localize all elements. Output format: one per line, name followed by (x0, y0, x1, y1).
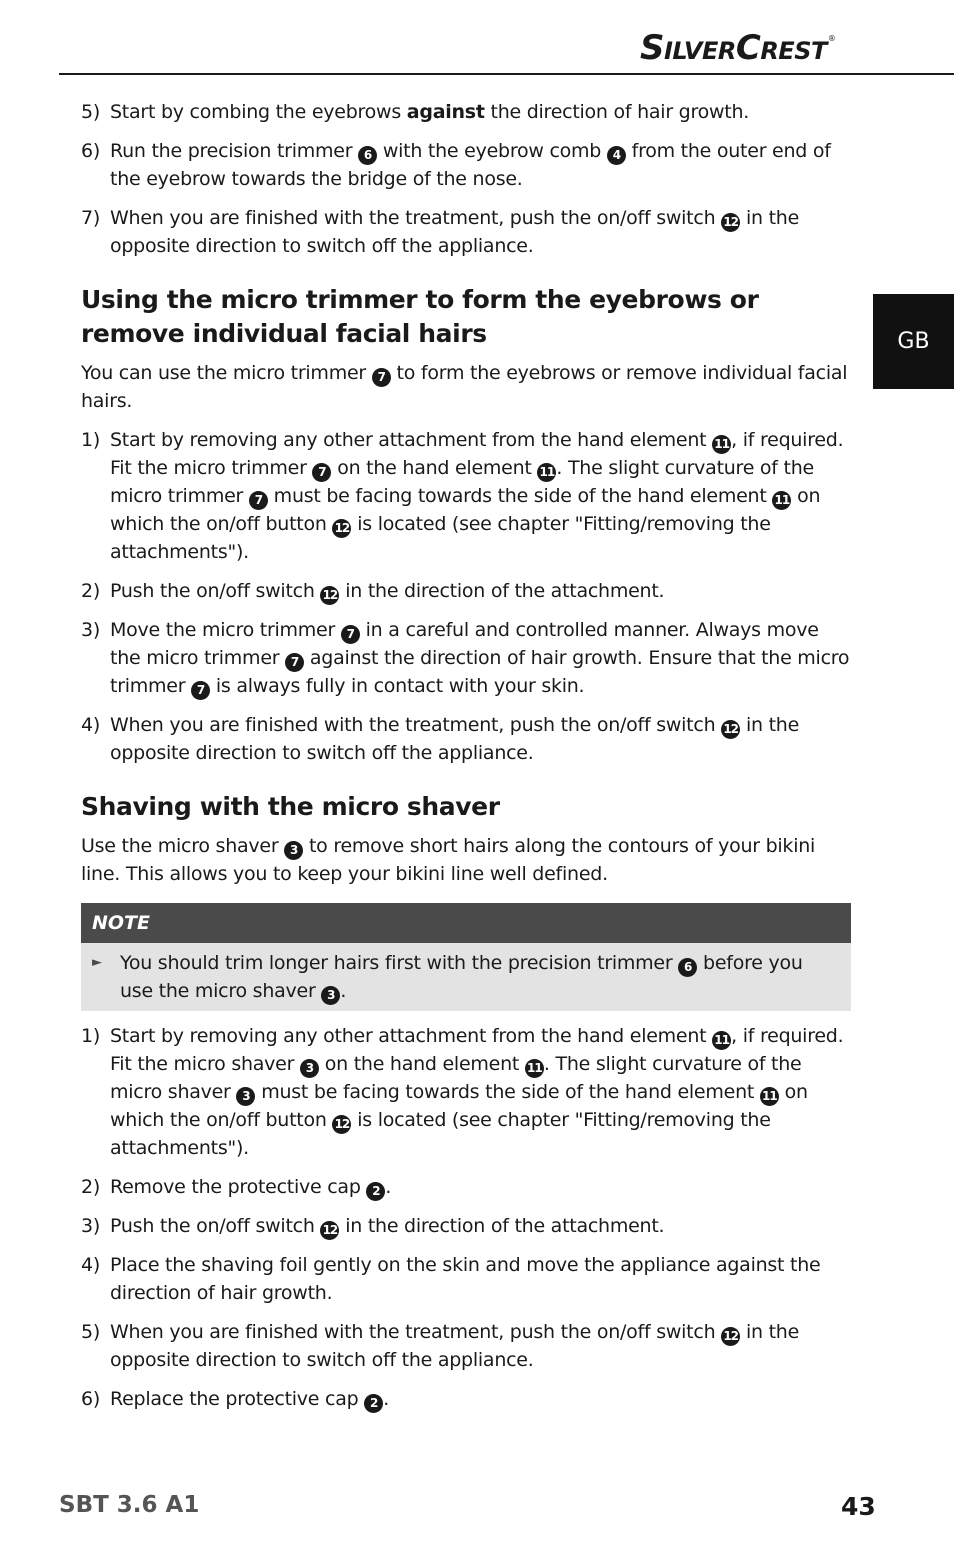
note-heading: NOTE (81, 903, 851, 943)
part-number-marker: 7 (312, 463, 331, 482)
note-box (81, 903, 851, 1011)
bullet-arrow-icon: ► (92, 955, 102, 970)
list-item: 5) When you are finished with the treatment, push the on/off switch 12 in the opposite direction to switch off the appliance. (81, 1321, 800, 1371)
part-number-marker: 11 (760, 1087, 779, 1106)
part-number-marker: 11 (712, 1031, 731, 1050)
part-number-marker: 12 (332, 519, 351, 538)
part-number-marker: 7 (372, 368, 391, 387)
list-item: 6) Run the precision trimmer 6 with the eyebrow comb 4 from the outer end of the eyebrow towards the bridge of the nose. (81, 140, 831, 190)
list-item: 2) Push the on/off switch 12 in the direction of the attachment. (81, 577, 851, 605)
list-item: 4) Place the shaving foil gently on the skin and move the appliance against the direction of hair growth. (81, 1254, 821, 1304)
part-number-marker: 11 (712, 435, 731, 454)
part-number-marker: 11 (772, 491, 791, 510)
part-number-marker: 11 (537, 463, 556, 482)
part-number-marker: 6 (678, 958, 697, 977)
part-number-marker: 12 (721, 720, 740, 739)
header-rule (59, 73, 954, 75)
part-number-marker: 7 (341, 625, 360, 644)
list-item: 4) When you are finished with the treatment, push the on/off switch 12 in the opposite direction to switch off the appliance. (81, 714, 800, 764)
list-item: 2) Remove the protective cap 2 . (81, 1173, 851, 1201)
section-intro: Use the micro shaver 3 to remove short hairs along the contours of your bikini line. This allows you to keep your bikini line well defined. (81, 835, 816, 885)
language-tab-label: GB (897, 329, 930, 354)
section-heading-micro-shaver: Shaving with the micro shaver (81, 792, 500, 821)
part-number-marker: 3 (284, 841, 303, 860)
list-item: 1) Start by removing any other attachment from the hand element 11 , if required. Fit the micro shaver 3 on the hand element 11 . The slight curvature of the micro shaver 3 must be facing towards the side of the hand element 11 on which the on/off button 12 is located (see chapter "Fitting/removing the attachments"). (81, 1025, 844, 1159)
part-number-marker: 2 (366, 1182, 385, 1201)
part-number-marker: 3 (321, 986, 340, 1005)
list-item: 6) Replace the protective cap 2 . (81, 1385, 851, 1413)
part-number-marker: 12 (332, 1115, 351, 1134)
part-number-marker: 6 (358, 146, 377, 165)
list-item: 3) Push the on/off switch 12 in the direction of the attachment. (81, 1212, 851, 1240)
section-intro: You can use the micro trimmer 7 to form the eyebrows or remove individual facial hairs. (81, 362, 848, 412)
part-number-marker: 7 (285, 653, 304, 672)
note-body: ► You should trim longer hairs first with the precision trimmer 6 before you use the micro shaver 3 . (81, 943, 851, 1011)
part-number-marker: 7 (249, 491, 268, 510)
part-number-marker: 4 (607, 146, 626, 165)
list-item: 1) Start by removing any other attachment from the hand element 11 , if required. Fit the micro trimmer 7 on the hand element 11 . The slight curvature of the micro trimmer 7 must be facing towards the side of the hand element 11 on which the on/off button 12 is located (see chapter "Fitting/removing the attachments"). (81, 429, 844, 563)
part-number-marker: 12 (721, 1327, 740, 1346)
list-item: 5) Start by combing the eyebrows against the direction of hair growth. (81, 101, 750, 123)
model-number: SBT 3.6 A1 (59, 1492, 200, 1518)
part-number-marker: 12 (320, 1221, 339, 1240)
list-item: 3) Move the micro trimmer 7 in a careful and controlled manner. Always move the micro trimmer 7 against the direction of hair growth. Ensure that the micro trimmer 7 is always fully in contact with your skin. (81, 616, 851, 700)
part-number-marker: 3 (236, 1087, 255, 1106)
brand-logo: SILVERCREST® (640, 28, 836, 68)
part-number-marker: 12 (320, 586, 339, 605)
part-number-marker: 7 (191, 681, 210, 700)
section-heading-micro-trimmer: Using the micro trimmer to form the eyebrows or remove individual facial hairs (81, 285, 759, 348)
list-item: 7) When you are finished with the treatment, push the on/off switch 12 in the opposite direction to switch off the appliance. (81, 207, 800, 257)
part-number-marker: 2 (364, 1394, 383, 1413)
part-number-marker: 12 (721, 213, 740, 232)
language-tab (873, 294, 954, 389)
part-number-marker: 11 (525, 1059, 544, 1078)
page-number: 43 (841, 1492, 876, 1521)
main-content (81, 98, 851, 1424)
part-number-marker: 3 (300, 1059, 319, 1078)
